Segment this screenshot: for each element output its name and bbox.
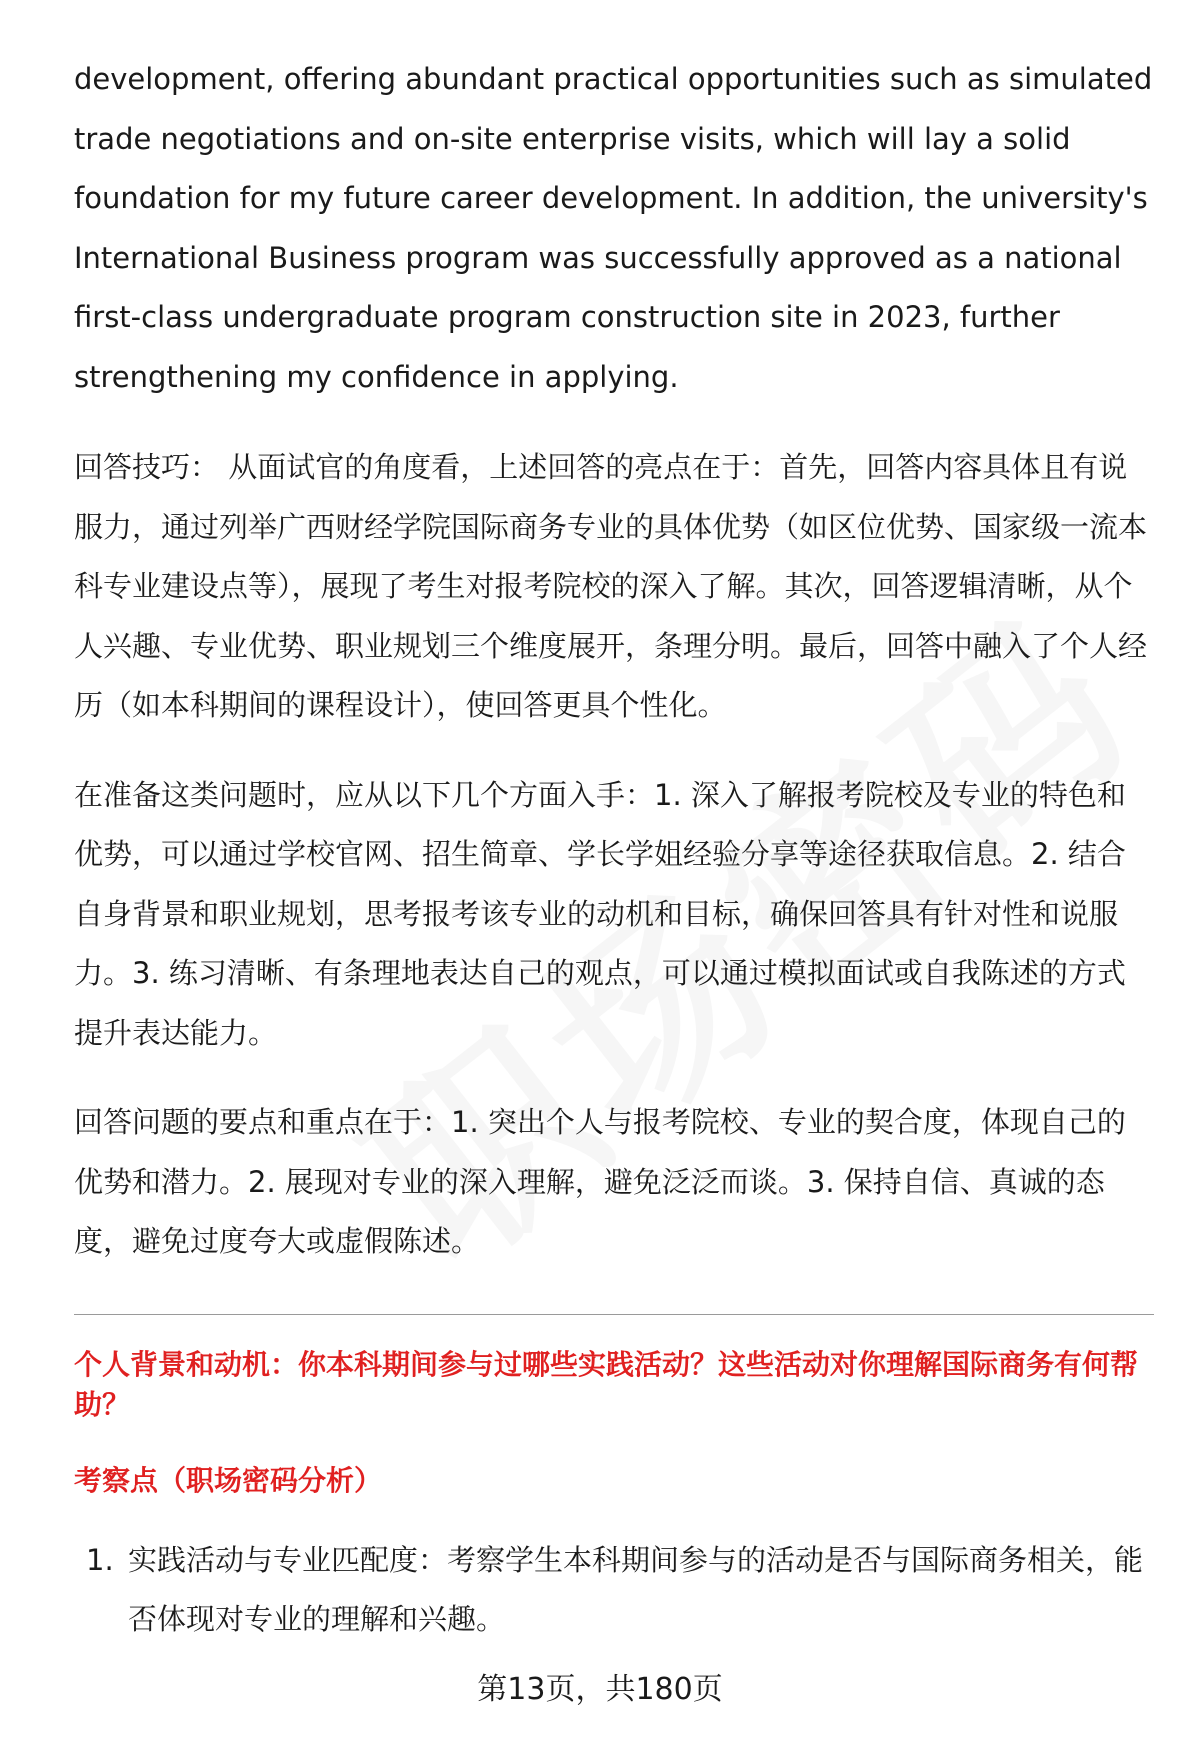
list-item <box>74 1531 1154 1650</box>
question-heading: 个人背景和动机：你本科期间参与过哪些实践活动？这些活动对你理解国际商务有何帮助？ <box>74 1347 1139 1421</box>
paragraph-answer-tips: 回答技巧： 从面试官的角度看，上述回答的亮点在于：首先，回答内容具体且有说服力，通过列举广西财经学院国际商务专业的具体优势（如区位优势、国家级一流本科专业建设点等），展现了考生对报考院校的深入了解。其次，回答逻辑清晰，从个人兴趣、专业优势、职业规划三个维度展开，条理分明。最后，回答中融入了个人经历（如本科期间的课程设计），使回答更具个性化。 <box>74 450 1148 722</box>
list-item-number: 1. <box>86 1542 114 1577</box>
section-divider <box>74 1314 1154 1315</box>
list-item-text: 实践活动与专业匹配度：考察学生本科期间参与的活动是否与国际商务相关，能否体现对专业的理解和兴趣。 <box>128 1542 1144 1636</box>
paragraph-english-answer: development, offering abundant practical opportunities such as simulated trade negotiations and on-site enterprise visits, which will lay a solid foundation for my future career development. In addition, the university's International Business program was successfully approved as a national first-class undergraduate program construction site in 2023, further strengthening my confidence in applying. <box>74 62 1153 394</box>
analysis-list <box>74 1531 1154 1650</box>
paragraph-preparation: 在准备这类问题时，应从以下几个方面入手：1. 深入了解报考院校及专业的特色和优势，可以通过学校官网、招生简章、学长学姐经验分享等途径获取信息。2. 结合自身背景和职业规划，思考报考该专业的动机和目标，确保回答具有针对性和说服力。3. 练习清晰、有条理地表达自己的观点，可以通过模拟面试或自我陈述的方式提升表达能力。 <box>74 777 1126 1050</box>
analysis-subheading: 考察点（职场密码分析） <box>74 1463 383 1497</box>
paragraph-key-points: 回答问题的要点和重点在于：1. 突出个人与报考院校、专业的契合度，体现自己的优势和潜力。2. 展现对专业的深入理解，避免泛泛而谈。3. 保持自信、真诚的态度，避免过度夸大或虚假陈述。 <box>74 1105 1126 1258</box>
page-footer: 第13页，共180页 <box>477 1672 723 1707</box>
document-page <box>74 50 1154 1650</box>
